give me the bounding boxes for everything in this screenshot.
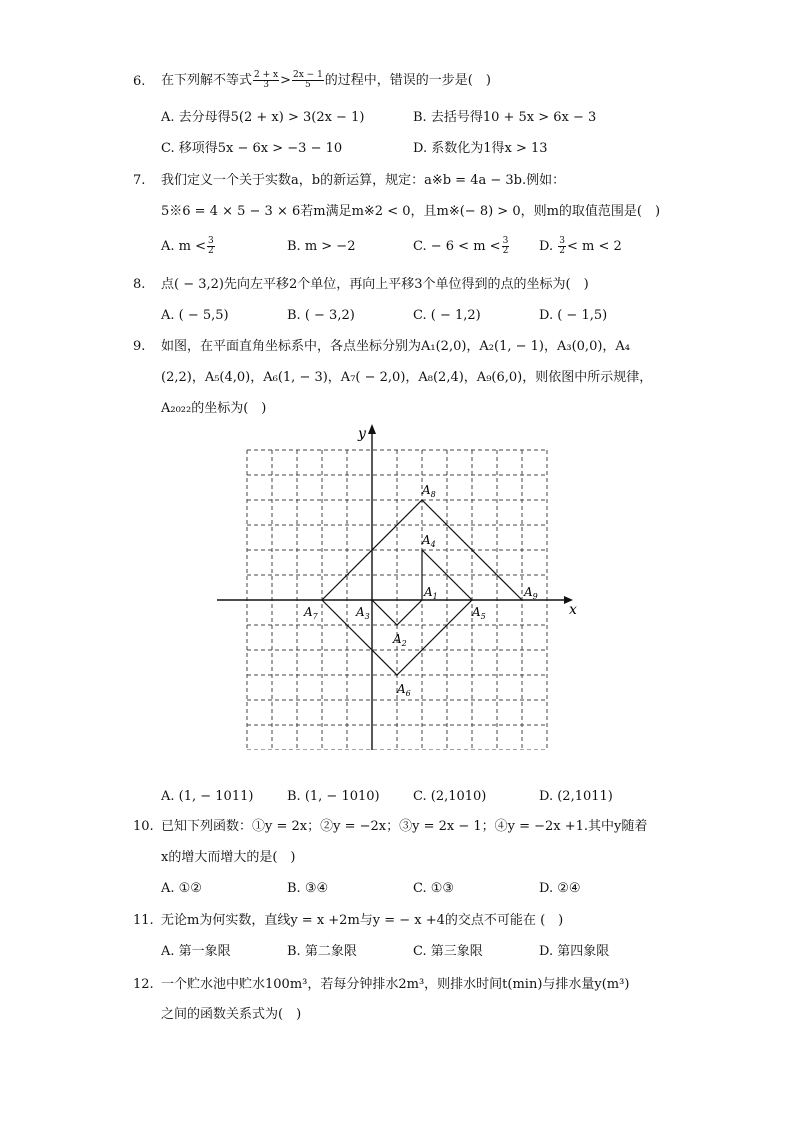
- q6-option-c[interactable]: C. 移项得5x − 6x > −3 − 10: [161, 141, 343, 156]
- q6-number: 6.: [133, 74, 146, 89]
- point-label-a9: $A_9$: [524, 585, 538, 601]
- point-label-a2: $A_2$: [393, 632, 407, 648]
- q6-stem-b: 的过程中，错误的一步是( ): [324, 73, 491, 88]
- q9-option-a[interactable]: A. (1, − 1011): [161, 789, 254, 804]
- q10-number: 10.: [133, 819, 154, 834]
- q7-option-a[interactable]: A. m < $\frac{3}{2}$: [161, 236, 214, 256]
- point-label-a6: $A_6$: [397, 682, 411, 698]
- q7-option-d[interactable]: D. $\frac{3}{2}$ < m < 2: [539, 236, 622, 256]
- q6-option-d[interactable]: D. 系数化为1得x > 13: [413, 141, 548, 156]
- q11-option-b[interactable]: B. 第二象限: [287, 944, 357, 959]
- q6-frac2: $\frac{2x - 1}{5}$: [293, 70, 323, 90]
- point-label-a5: $A_5$: [472, 605, 486, 621]
- q12-line2: 之间的函数关系式为( ): [161, 1007, 302, 1022]
- q7-line1: 我们定义一个关于实数a，b的新运算，规定：a※b = 4a − 3b.例如：: [161, 173, 566, 188]
- x-axis-label: x: [569, 602, 577, 618]
- q11-option-a[interactable]: A. 第一象限: [161, 944, 231, 959]
- q8-stem: 点( − 3,2)先向左平移2个单位，再向上平移3个单位得到的点的坐标为( ): [161, 277, 589, 292]
- point-labels: [303, 483, 538, 698]
- q12-number: 12.: [133, 977, 154, 992]
- q6-gt: >: [280, 73, 291, 88]
- q11-option-c[interactable]: C. 第三象限: [413, 944, 483, 959]
- q9-option-b[interactable]: B. (1, − 1010): [287, 789, 380, 804]
- q10-line2: x的增大而增大的是( ): [161, 850, 296, 865]
- q12-line1: 一个贮水池中贮水100m³，若每分钟排水2m³，则排水时间t(min)与排水量y(m³): [161, 977, 630, 992]
- point-label-a8: $A_8$: [422, 483, 436, 499]
- q7-option-b[interactable]: B. m > −2: [287, 239, 356, 254]
- q6-stem-a: 在下列解不等式: [161, 73, 253, 88]
- point-label-a1: $A_1$: [424, 585, 438, 601]
- coordinate-figure: [205, 420, 595, 750]
- y-axis-arrow: [368, 424, 376, 434]
- q10-option-c[interactable]: C. ①③: [413, 881, 455, 896]
- y-axis-label: y: [358, 426, 366, 442]
- q10-option-a[interactable]: A. ①②: [161, 881, 202, 896]
- q7-number: 7.: [133, 173, 146, 188]
- point-label-a7: $A_7$: [304, 605, 318, 621]
- q7-option-c[interactable]: C. − 6 < m < $\frac{3}{2}$: [413, 236, 509, 256]
- q9-line2: (2,2)，A₅(4,0)，A₆(1, − 3)，A₇( − 2,0)，A₈(2,4)，A₉(6,0)，则依图中所示规律，: [161, 370, 653, 385]
- q11-option-d[interactable]: D. 第四象限: [539, 944, 610, 959]
- q9-number: 9.: [133, 339, 146, 354]
- q6-option-a[interactable]: A. 去分母得5(2 + x) > 3(2x − 1): [161, 110, 365, 125]
- q8-option-d[interactable]: D. ( − 1,5): [539, 308, 608, 323]
- q6-option-b[interactable]: B. 去括号得10 + 5x > 6x − 3: [413, 110, 597, 125]
- q8-option-b[interactable]: B. ( − 3,2): [287, 308, 355, 323]
- q9-option-c[interactable]: C. (2,1010): [413, 789, 487, 804]
- q9-line3: A₂₀₂₂的坐标为( ): [161, 401, 267, 416]
- q11-number: 11.: [133, 913, 154, 928]
- q9-option-d[interactable]: D. (2,1011): [539, 789, 613, 804]
- q7-line2: 5※6 = 4 × 5 − 3 × 6若m满足m※2 < 0，且m※(− 8) > 0，则m的取值范围是( ): [161, 204, 661, 219]
- q10-line1: 已知下列函数：①y = 2x；②y = −2x；③y = 2x − 1；④y = −2x +1.其中y随着: [161, 819, 648, 834]
- q8-number: 8.: [133, 277, 146, 292]
- q6-frac1: $\frac{2 + x}{3}$: [254, 70, 279, 90]
- q8-option-c[interactable]: C. ( − 1,2): [413, 308, 481, 323]
- q9-line1: 如图，在平面直角坐标系中，各点坐标分别为A₁(2,0)，A₂(1, − 1)，A₃(0,0)，A₄: [161, 339, 631, 354]
- point-label-a3: $A_3$: [356, 605, 370, 621]
- point-label-a4: $A_4$: [422, 533, 436, 549]
- q8-option-a[interactable]: A. ( − 5,5): [161, 308, 229, 323]
- q10-option-d[interactable]: D. ②④: [539, 881, 581, 896]
- q6-stem: [161, 66, 491, 96]
- q11-stem: 无论m为何实数，直线y = x +2m与y = − x +4的交点不可能在 ( ): [161, 913, 564, 928]
- q10-option-b[interactable]: B. ③④: [287, 881, 329, 896]
